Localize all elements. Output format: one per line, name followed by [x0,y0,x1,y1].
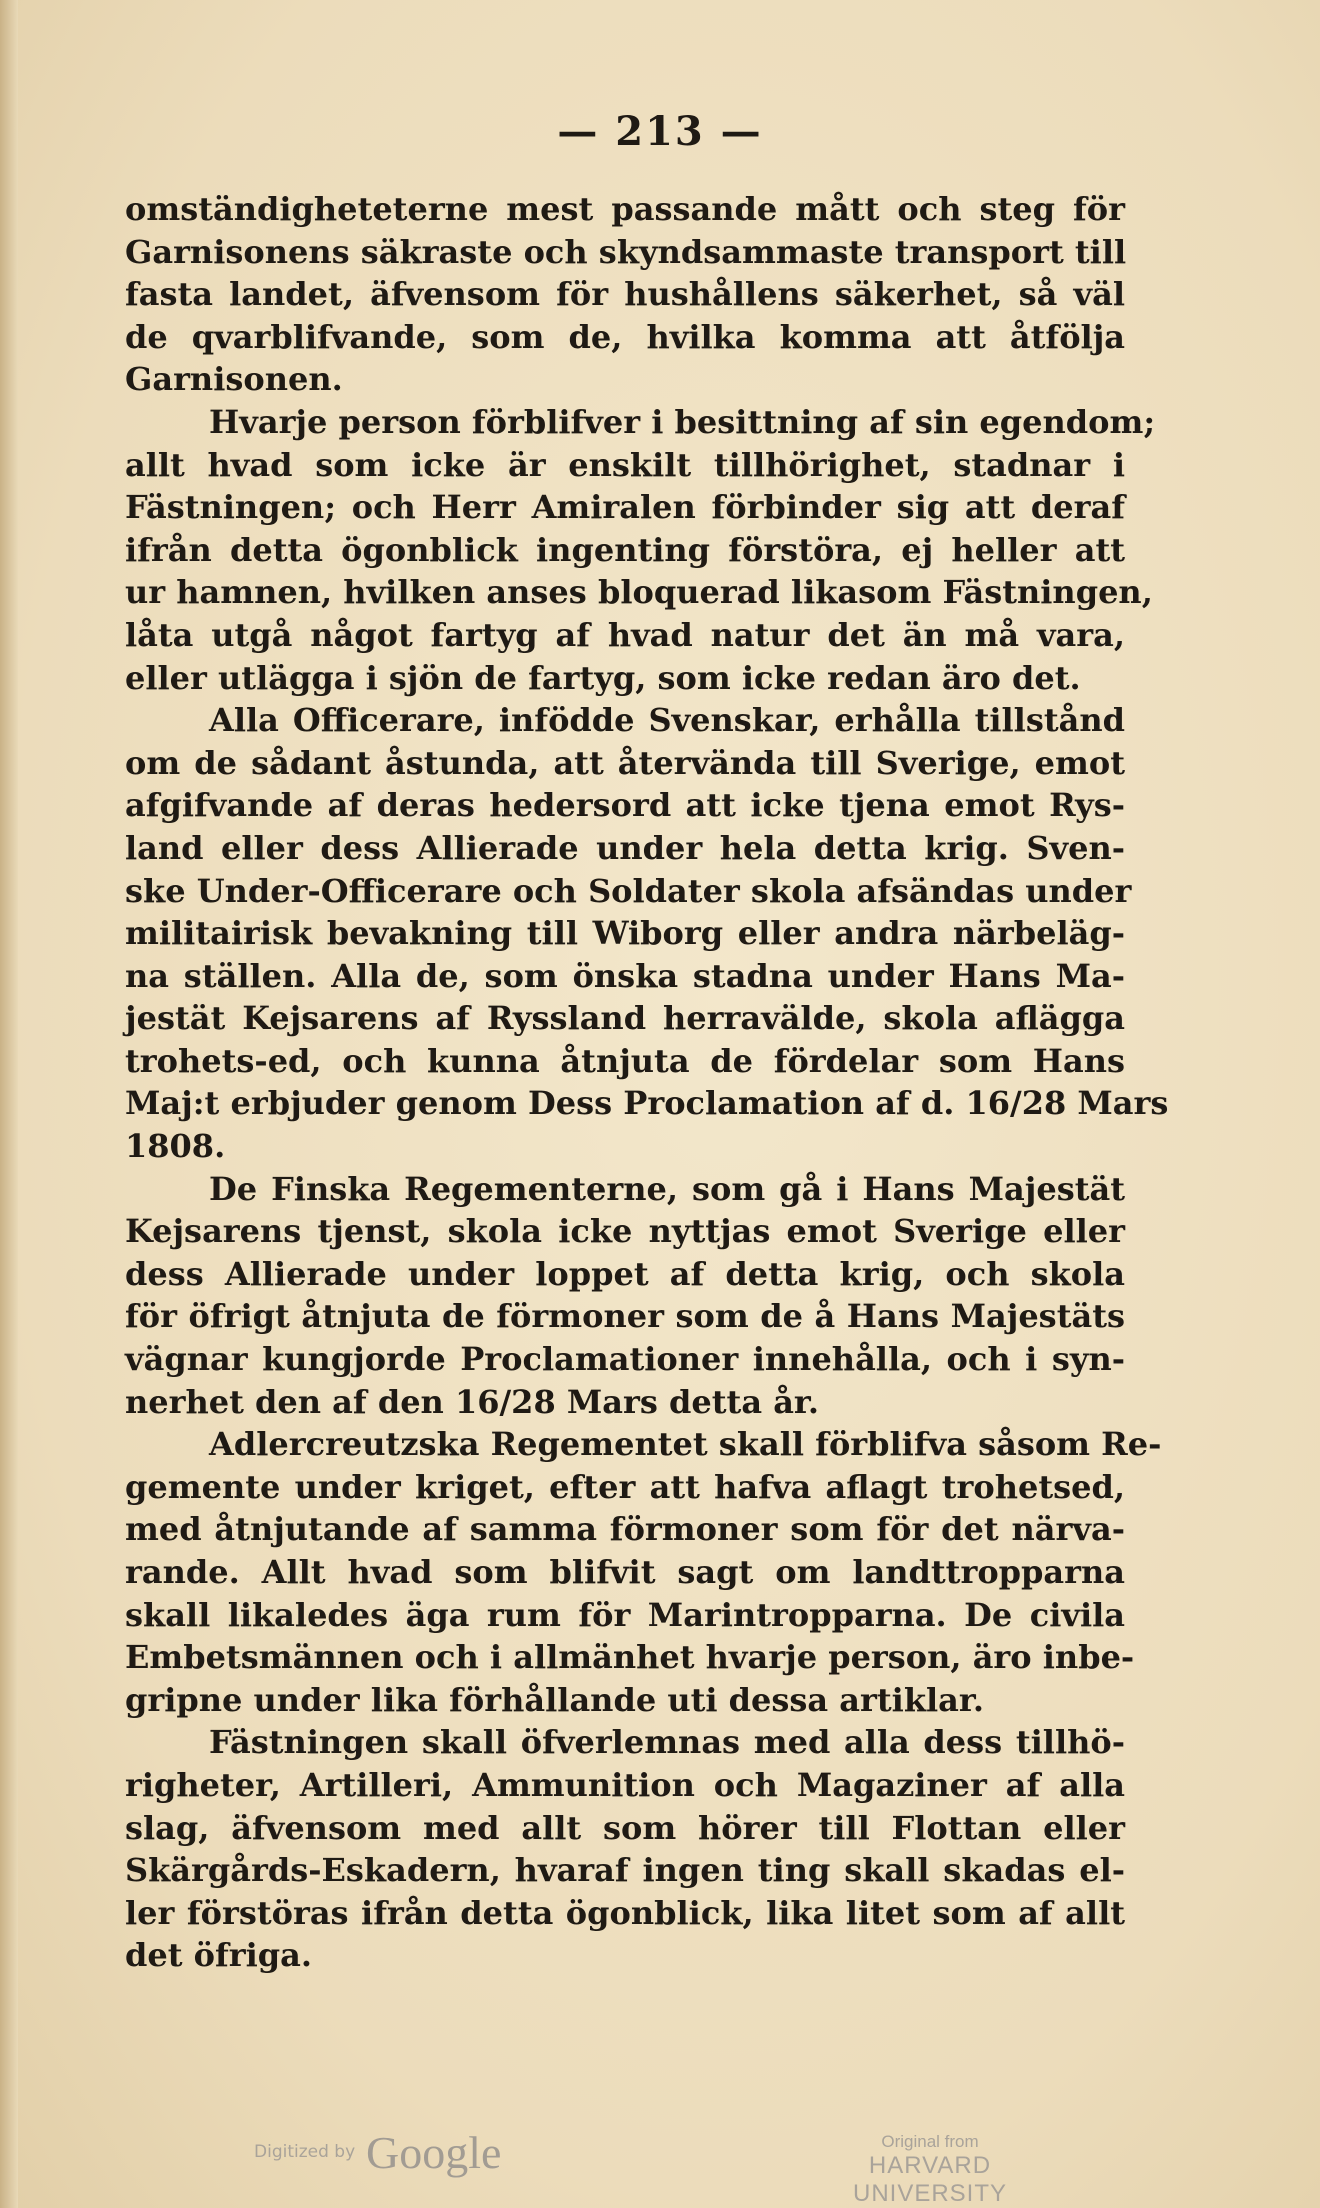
text-line: Garnisonens säkraste och skyndsammaste transport till [125,232,1127,271]
text-line: righeter, Artilleri, Ammunition och Magaziner af alla [125,1765,1125,1804]
text-line: om de sådant åstunda, att återvända till Sverige, emot [125,743,1125,782]
text-line: omständigheteterne mest passande mått och steg för [125,190,1125,228]
text-line: gemente under kriget, efter att hafva aflagt trohetsed, [125,1467,1125,1506]
text-line: med åtnjutande af samma förmoner som för det närva- [125,1510,1125,1549]
text-line: vägnar kungjorde Proclamationer innehålla, och i syn- [125,1340,1125,1379]
text-line: nerhet den af den 16/28 Mars detta år. [125,1382,819,1421]
body-text [125,188,1169,1977]
text-line: Alla Officerare, infödde Svenskar, erhålla tillstånd [209,701,1125,740]
paragraph [125,1721,1125,1977]
paragraph [125,188,1125,401]
paragraph [125,1423,1162,1721]
text-line: Fästningen; och Herr Amiralen förbinder sig att deraf [125,488,1125,527]
text-line: slag, äfvensom med allt som hörer till Flottan eller [125,1808,1125,1847]
text-line: ur hamnen, hvilken anses bloquerad likasom Fästningen, [125,573,1153,612]
text-line: Maj:t erbjuder genom Dess Proclamation af d. 16/28 Mars [125,1084,1169,1123]
text-line: 1808. [125,1127,226,1166]
text-line: Fästningen skall öfverlemnas med alla dess tillhö- [209,1723,1125,1762]
text-line: Kejsarens tjenst, skola icke nyttjas emot Sverige eller [125,1212,1125,1251]
text-line: militairisk bevakning till Wiborg eller andra närbeläg- [125,914,1125,953]
text-line: eller utlägga i sjön de fartyg, som icke redan äro det. [125,658,1081,697]
text-line: De Finska Regementerne, som gå i Hans Majestät [209,1169,1125,1208]
page-number: — 213 — [557,108,763,155]
paragraph [125,699,1169,1168]
text-line: skall likaledes äga rum för Marintropparna. De civila [125,1595,1125,1634]
text-line: ifrån detta ögonblick ingenting förstöra, ej heller att [125,530,1125,569]
text-line: fasta landet, äfvensom för hushållens säkerhet, så väl [125,275,1125,314]
text-line: trohets-ed, och kunna åtnjuta de fördelar som Hans [125,1041,1125,1080]
text-line: det öfriga. [125,1936,313,1975]
text-line: Skärgårds-Eskadern, hvaraf ingen ting skall skadas el- [125,1851,1125,1890]
text-line: rande. Allt hvad som blifvit sagt om landttropparna [125,1553,1125,1591]
text-line: Garnisonen. [125,360,343,399]
institution-name: HARVARD UNIVERSITY [852,2152,1008,2207]
paragraph [125,1168,1125,1424]
text-line: ler förstöras ifrån detta ögonblick, lika litet som af allt [125,1893,1125,1932]
text-line: jestät Kejsarens af Ryssland herravälde, skola aflägga [125,999,1125,1038]
provenance-block [790,2132,1070,2208]
text-line: för öfrigt åtnjuta de förmoner som de å Hans Majestäts [125,1297,1125,1336]
paragraph [125,401,1156,699]
text-line: gripne under lika förhållande uti dessa artiklar. [125,1680,984,1719]
text-line: Hvarje person förblifver i besittning af sin egendom; [209,402,1156,441]
page-gutter [0,0,18,2208]
digitized-by-label: Digitized by [254,2142,356,2162]
text-line: na ställen. Alla de, som önska stadna under Hans Ma- [125,956,1125,995]
text-line: dess Allierade under loppet af detta krig, och skola [125,1254,1125,1293]
text-line: Embetsmännen och i allmänhet hvarje person, äro inbe- [125,1638,1135,1677]
text-line: afgifvande af deras hedersord att icke tjena emot Rys- [125,786,1125,825]
text-line: allt hvad som icke är enskilt tillhörighet, stadnar i [125,445,1125,484]
text-line: land eller dess Allierade under hela detta krig. Sven- [125,828,1125,867]
text-line: låta utgå något fartyg af hvad natur det än må vara, [125,615,1125,654]
text-line: Adlercreutzska Regementet skall förblifva såsom Re- [209,1425,1162,1464]
text-line: de qvarblifvande, som de, hvilka komma att åtfölja [125,317,1125,356]
original-from-label: Original from [881,2132,979,2151]
google-logo: Google [366,2127,502,2178]
text-line: ske Under-Officerare och Soldater skola afsändas under [125,871,1132,910]
